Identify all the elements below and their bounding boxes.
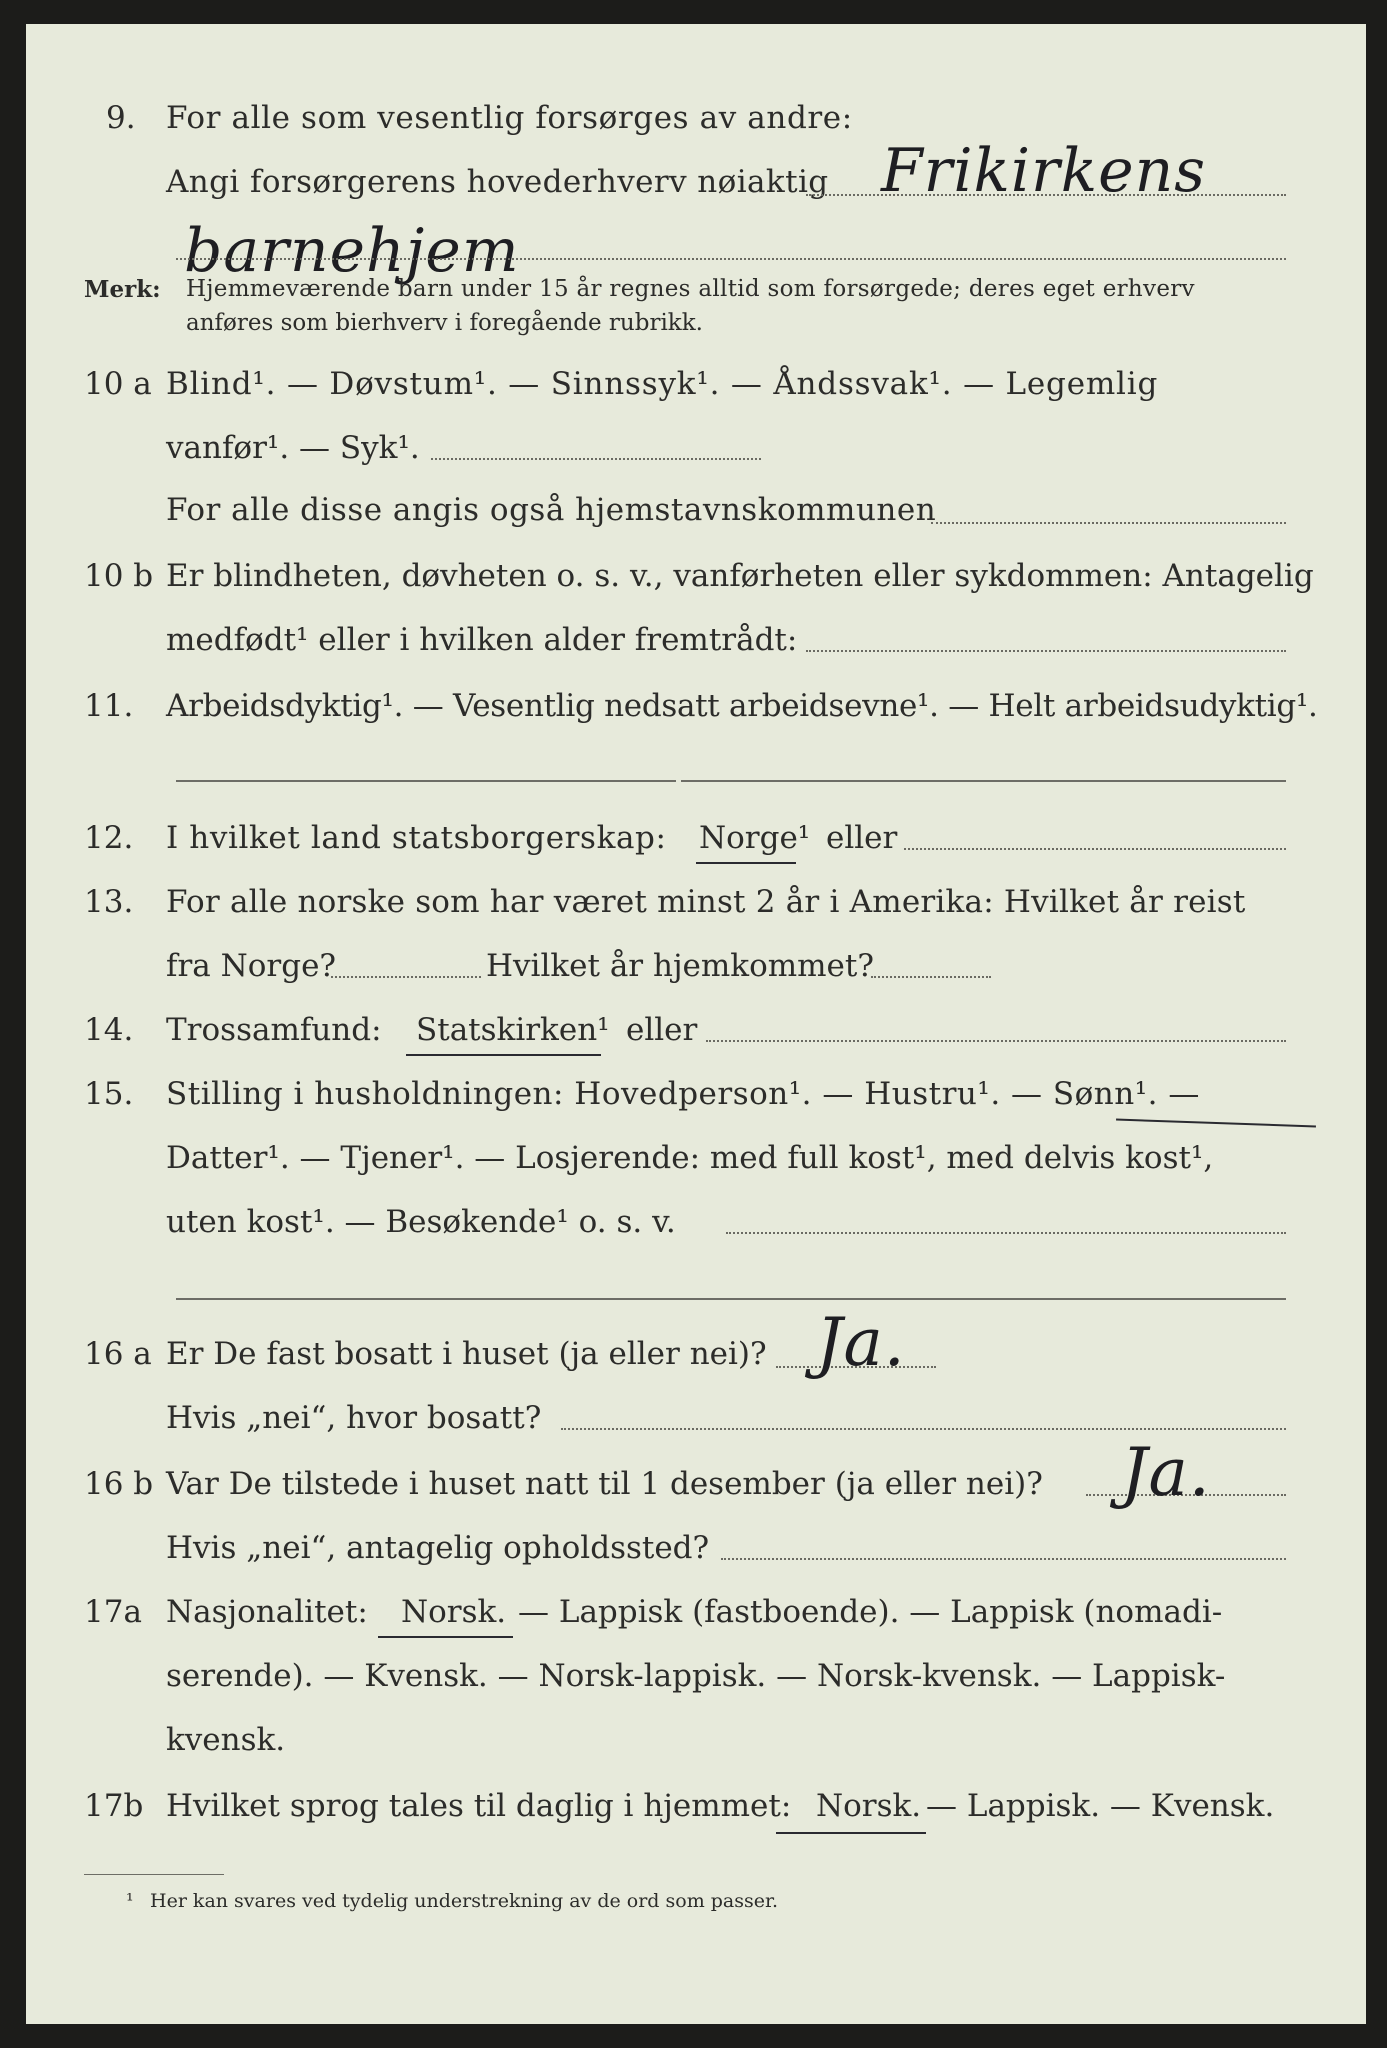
q9-number: 9.	[106, 100, 136, 136]
q13-line-1: For alle norske som har været minst 2 år i Amerika: Hvilket år reist	[166, 884, 1246, 920]
merk-line-2: anføres som bierhverv i foregående rubrikk.	[186, 310, 703, 336]
q15-line-2: Datter¹. — Tjener¹. — Losjerende: med full kost¹, med delvis kost¹,	[166, 1140, 1214, 1176]
q9-handwritten-answer-2[interactable]: barnehjem	[184, 216, 520, 286]
q16a-number: 16 a	[84, 1336, 152, 1372]
q10a-number: 10 a	[84, 366, 152, 402]
q13-line-2-a: fra Norge?	[166, 948, 337, 984]
q10b-number: 10 b	[84, 558, 154, 594]
q17b-number: 17b	[84, 1788, 144, 1824]
q12-option-norge[interactable]: Norge¹	[699, 820, 811, 856]
q16b-line-2: Hvis „nei“, antagelig opholdssted?	[166, 1530, 710, 1566]
q14-number: 14.	[84, 1012, 134, 1048]
q16b-line-1: Var De tilstede i huset natt til 1 desember (ja eller nei)?	[166, 1466, 1043, 1502]
q10b-line-2: medfødt¹ eller i hvilken alder fremtrådt:	[166, 622, 798, 658]
q11-number: 11.	[84, 688, 134, 724]
q17b-line-c: — Lappisk. — Kvensk.	[926, 1788, 1275, 1824]
q10b-answer-line	[806, 650, 1286, 652]
q9-answer-line-2	[176, 258, 1286, 260]
q16a-line-2: Hvis „nei“, hvor bosatt?	[166, 1400, 542, 1436]
q14-option-statskirken[interactable]: Statskirken¹	[416, 1012, 610, 1048]
q16a-bosatt-answer-line	[561, 1428, 1286, 1430]
q9-handwritten-answer-1[interactable]: Frikirkens	[881, 136, 1207, 206]
q17b-line-a: Hvilket sprog tales til daglig i hjemmet:	[166, 1788, 792, 1824]
q15-sonn-underline	[1116, 1119, 1316, 1128]
footnote-mark: ¹	[126, 1890, 134, 1912]
q10a-answer-line-1	[431, 458, 761, 460]
merk-label: Merk:	[84, 276, 161, 303]
q10a-line-1: Blind¹. — Døvstum¹. — Sinnssyk¹. — Åndssvak¹. — Legemlig	[166, 366, 1159, 402]
q16b-opholdssted-answer-line	[721, 1558, 1286, 1560]
q12-line-a: I hvilket land statsborgerskap:	[166, 820, 667, 856]
q16a-handwritten-answer[interactable]: Ja.	[816, 1304, 906, 1381]
q11-divider-right	[681, 780, 1286, 782]
q10a-line-2: vanfør¹. — Syk¹.	[166, 430, 420, 466]
q10b-line-1: Er blindheten, døvheten o. s. v., vanførheten eller sykdommen: Antagelig	[166, 558, 1314, 594]
q11-divider-left	[176, 780, 676, 782]
q17a-norsk-underline	[378, 1636, 513, 1638]
q13-reist-answer-line	[331, 976, 481, 978]
q13-number: 13.	[84, 884, 134, 920]
q12-norge-underline	[696, 862, 796, 864]
q9-question-line-1: For alle som vesentlig forsørges av andre:	[166, 100, 853, 136]
q12-answer-line	[904, 848, 1286, 850]
q17a-line-2: serende). — Kvensk. — Norsk-lappisk. — Norsk-kvensk. — Lappisk-	[166, 1658, 1226, 1694]
q10a-answer-line-2	[931, 522, 1286, 524]
q17a-line-a: Nasjonalitet:	[166, 1594, 368, 1630]
q16b-handwritten-answer[interactable]: Ja.	[1121, 1434, 1211, 1511]
q14-statskirken-underline	[406, 1054, 601, 1056]
q13-hjemkommet-answer-line	[871, 976, 991, 978]
q17a-option-norsk[interactable]: Norsk.	[401, 1594, 507, 1630]
q14-line-a: Trossamfund:	[166, 1012, 382, 1048]
q16a-line-1: Er De fast bosatt i huset (ja eller nei)?	[166, 1336, 767, 1372]
q12-number: 12.	[84, 820, 134, 856]
q15-answer-line	[726, 1232, 1286, 1234]
q15-line-3: uten kost¹. — Besøkende¹ o. s. v.	[166, 1204, 676, 1240]
q10a-line-3: For alle disse angis også hjemstavnskommunen	[166, 492, 937, 528]
q16b-number: 16 b	[84, 1466, 154, 1502]
q15-divider	[176, 1298, 1286, 1300]
q11-line-1: Arbeidsdyktig¹. — Vesentlig nedsatt arbeidsevne¹. — Helt arbeidsudyktig¹.	[166, 688, 1318, 724]
q13-line-2-b: Hvilket år hjemkommet?	[486, 948, 874, 984]
merk-line-1: Hjemmeværende barn under 15 år regnes alltid som forsørgede; deres eget erhverv	[186, 276, 1195, 302]
q9-row-1	[106, 100, 136, 136]
q17a-line-c: — Lappisk (fastboende). — Lappisk (nomadi-	[518, 1594, 1223, 1630]
footnote-rule	[84, 1874, 224, 1875]
footnote-text: Her kan svares ved tydelig understrekning av de ord som passer.	[150, 1890, 779, 1912]
census-form-page	[26, 24, 1366, 2024]
q17b-norsk-underline	[776, 1832, 926, 1834]
q17a-line-3: kvensk.	[166, 1722, 286, 1758]
q12-line-c: eller	[826, 820, 898, 856]
q17b-option-norsk[interactable]: Norsk.	[816, 1788, 922, 1824]
q9-question-line-2: Angi forsørgerens hovederhverv nøiaktig	[166, 164, 829, 200]
q15-number: 15.	[84, 1076, 134, 1112]
q17a-number: 17a	[84, 1594, 142, 1630]
q14-answer-line	[706, 1040, 1286, 1042]
q15-line-1: Stilling i husholdningen: Hovedperson¹. — Hustru¹. — Sønn¹. —	[166, 1076, 1200, 1112]
q14-line-c: eller	[626, 1012, 698, 1048]
